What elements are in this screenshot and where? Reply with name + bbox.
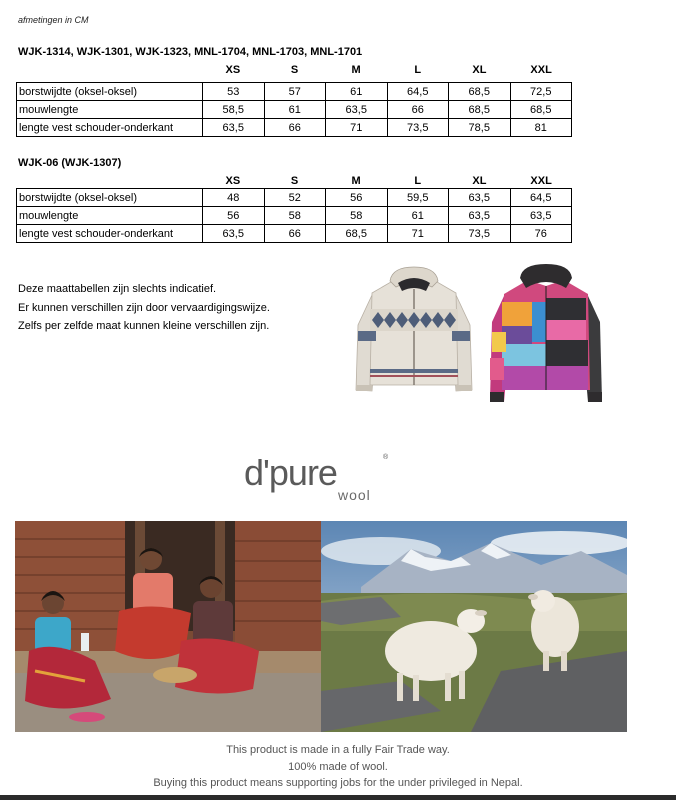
size-label: S (290, 175, 299, 187)
table-cell: 63,5 (510, 207, 572, 225)
table-cell: 78,5 (449, 119, 511, 137)
logo-sub-text: wool (338, 487, 371, 503)
table-cell: 63,5 (203, 119, 265, 137)
table2-size-header (16, 174, 572, 188)
table-cell: 63,5 (449, 207, 511, 225)
table-cell: 56 (326, 189, 388, 207)
table-cell: 68,5 (449, 83, 511, 101)
table-cell: 57 (264, 83, 326, 101)
bottom-border (0, 795, 676, 800)
table-row (17, 207, 572, 225)
table-cell: 53 (203, 83, 265, 101)
table-cell: 61 (387, 207, 449, 225)
table-row (17, 101, 572, 119)
size-label: XL (472, 64, 487, 76)
table-cell: 73,5 (387, 119, 449, 137)
women-knitting-photo (15, 521, 321, 732)
table-cell: 58 (326, 207, 388, 225)
table-row (17, 189, 572, 207)
table-cell: 66 (264, 119, 326, 137)
logo-main-text: d'pure (244, 452, 337, 493)
table-row (17, 119, 572, 137)
size-label: XS (225, 175, 241, 187)
table-cell: 58 (264, 207, 326, 225)
size-label: S (290, 64, 299, 76)
disclaimer (18, 280, 270, 336)
disclaimer-line: Er kunnen verschillen zijn door vervaardigingswijze. (18, 301, 270, 314)
table-cell: 61 (264, 101, 326, 119)
table-cell: 81 (510, 119, 572, 137)
measurement-note: afmetingen in CM (18, 15, 89, 25)
table-cell: 56 (203, 207, 265, 225)
size-label: XXL (530, 175, 552, 187)
dpure-wool-logo (244, 452, 394, 508)
size-table-2 (16, 188, 572, 243)
table-cell: 48 (203, 189, 265, 207)
footer-line: This product is made in a fully Fair Trade way. (226, 744, 450, 756)
table-cell: 76 (510, 225, 572, 243)
footer-line: 100% made of wool. (288, 761, 388, 773)
size-label: M (351, 64, 361, 76)
table-cell: 58,5 (203, 101, 265, 119)
table-cell: 63,5 (326, 101, 388, 119)
table-cell: 66 (264, 225, 326, 243)
table-cell: 68,5 (326, 225, 388, 243)
table-cell: 59,5 (387, 189, 449, 207)
table-cell: 64,5 (387, 83, 449, 101)
table-cell: 66 (387, 101, 449, 119)
table-cell: 71 (326, 119, 388, 137)
logo-registered-mark: ® (383, 454, 389, 461)
table-cell: 61 (326, 83, 388, 101)
patchwork-jacket-image (490, 262, 602, 404)
size-label: L (414, 64, 422, 76)
row-label: borstwijdte (oksel-oksel) (17, 83, 203, 101)
row-label: borstwijdte (oksel-oksel) (17, 189, 203, 207)
sheep-mountains-photo (321, 521, 627, 732)
table-row (17, 83, 572, 101)
table1-heading: WJK-1314, WJK-1301, WJK-1323, MNL-1704, MNL-1703, MNL-1701 (18, 46, 363, 58)
size-label: XL (472, 175, 487, 187)
size-label: L (414, 175, 422, 187)
disclaimer-line: Zelfs per zelfde maat kunnen kleine verschillen zijn. (18, 320, 270, 332)
table-cell: 63,5 (449, 189, 511, 207)
disclaimer-line: Deze maattabellen zijn slechts indicatief. (18, 283, 217, 295)
table-cell: 71 (387, 225, 449, 243)
table-cell: 68,5 (510, 101, 572, 119)
table-cell: 73,5 (449, 225, 511, 243)
row-label: mouwlengte (17, 207, 203, 225)
table-cell: 68,5 (449, 101, 511, 119)
size-label: XS (225, 64, 241, 76)
footer-line: Buying this product means supporting jobs for the under privileged in Nepal. (153, 777, 523, 789)
row-label: lengte vest schouder-onderkant (17, 225, 203, 243)
table-cell: 72,5 (510, 83, 572, 101)
table-cell: 64,5 (510, 189, 572, 207)
table-row (17, 225, 572, 243)
table-cell: 52 (264, 189, 326, 207)
table2-heading: WJK-06 (WJK-1307) (18, 157, 122, 169)
table-cell: 63,5 (203, 225, 265, 243)
table1-size-header (16, 63, 572, 77)
grey-wool-jacket-image (354, 265, 474, 400)
row-label: mouwlengte (17, 101, 203, 119)
size-label: XXL (530, 64, 552, 76)
size-label: M (351, 175, 361, 187)
row-label: lengte vest schouder-onderkant (17, 119, 203, 137)
size-table-1 (16, 82, 572, 137)
